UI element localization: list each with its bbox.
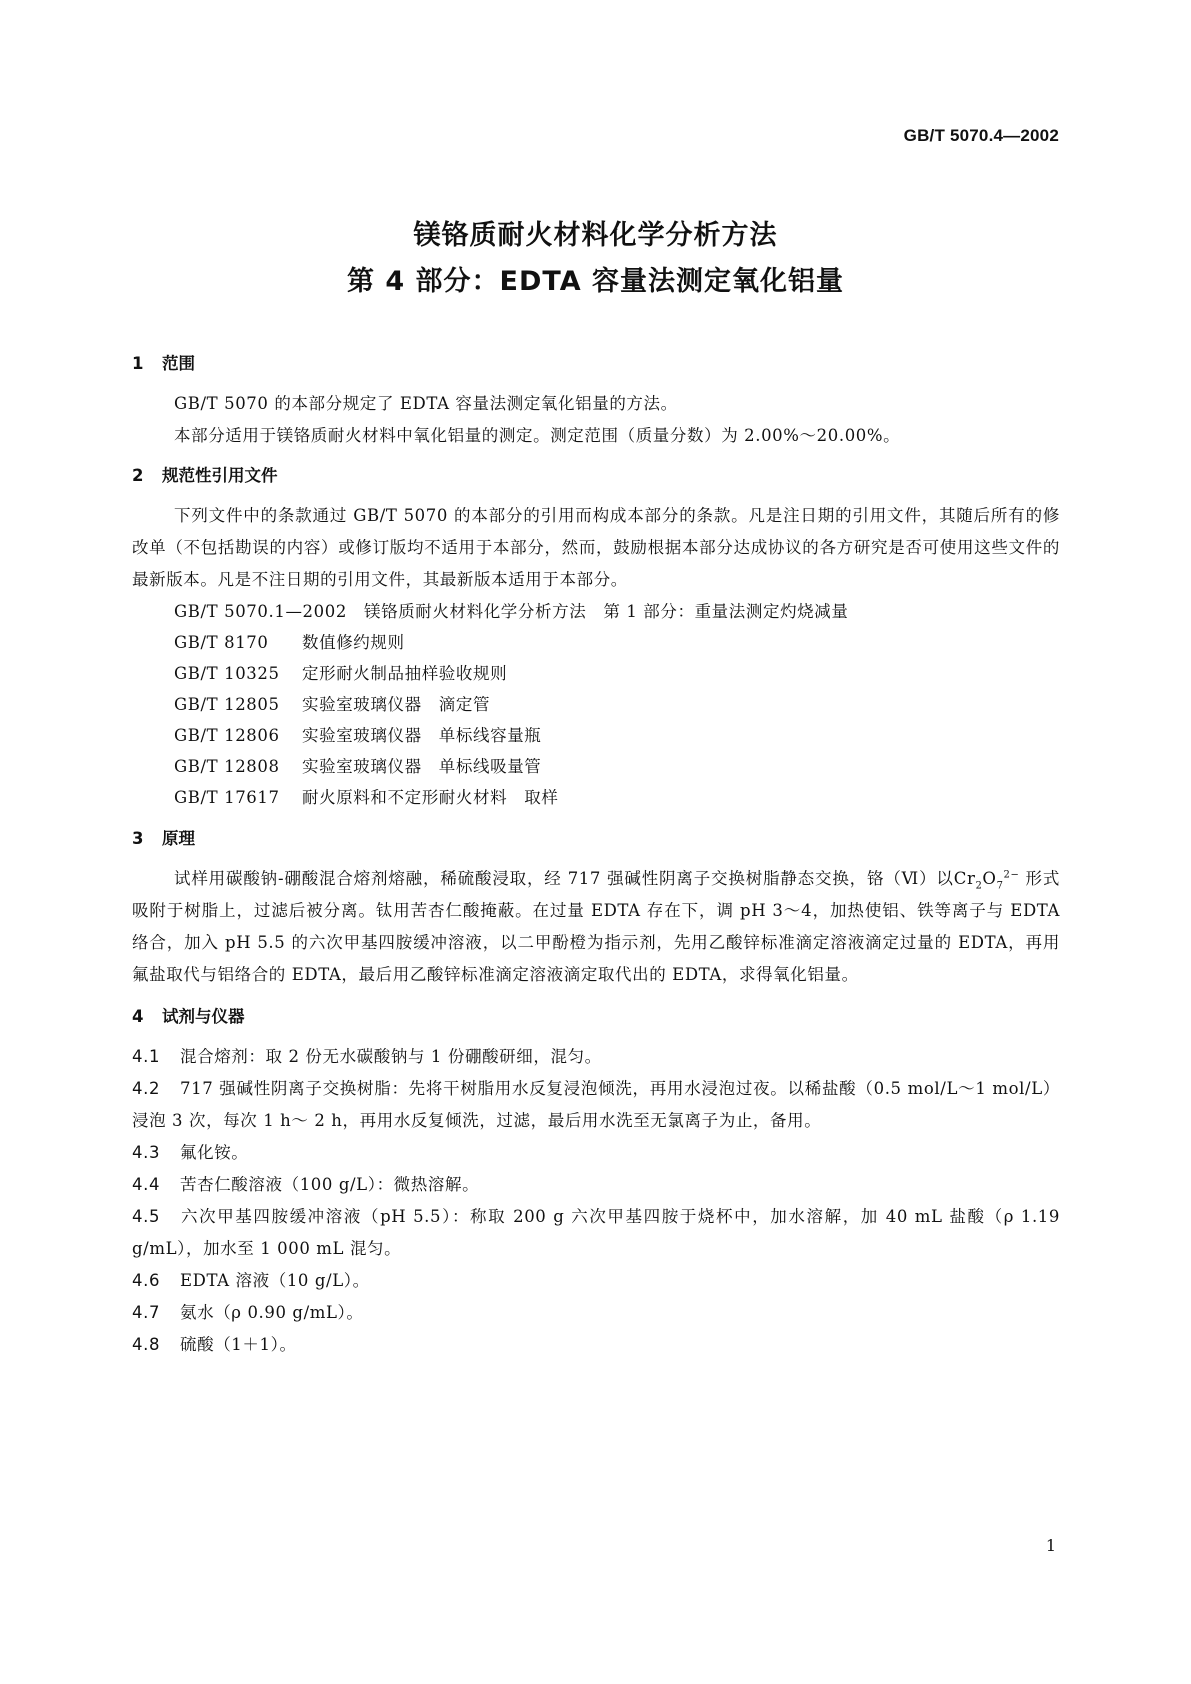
section-title: 试剂与仪器	[162, 1007, 245, 1026]
reagent-item: 4.3 氟化铵。	[132, 1143, 249, 1162]
reagent-item: 4.1 混合熔剂：取 2 份无水碳酸钠与 1 份硼酸研细，混匀。	[132, 1047, 602, 1066]
reference-title: 耐火原料和不定形耐火材料 取样	[302, 788, 559, 807]
reference-item	[174, 658, 1060, 689]
reference-code: GB/T 12806	[174, 726, 280, 745]
reference-item	[174, 720, 1060, 751]
reference-title: 镁铬质耐火材料化学分析方法 第 1 部分：重量法测定灼烧减量	[364, 602, 849, 621]
section-title: 原理	[162, 829, 195, 848]
reference-code: GB/T 17617	[174, 788, 280, 807]
reference-title: 实验室玻璃仪器 单标线吸量管	[302, 757, 542, 776]
section-number: 4	[132, 1007, 144, 1026]
reference-title: 实验室玻璃仪器 滴定管	[302, 695, 491, 714]
paragraph: 本部分适用于镁铬质耐火材料中氧化铝量的测定。测定范围（质量分数）为 2.00%～20.00%。	[174, 426, 901, 445]
document-title-line1: 镁铬质耐火材料化学分析方法	[413, 220, 778, 251]
section-2-heading	[132, 464, 1060, 488]
paragraph: 下列文件中的条款通过 GB/T 5070 的本部分的引用而构成本部分的条款。凡是注日期的引用文件，其随后所有的修改单（不包括勘误的内容）或修订版均不适用于本部分，然而，鼓励根据本部分达成协议的各方研究是否可使用这些文件的最新版本。凡是不注日期的引用文件，其最新版本适用于本部分。	[132, 506, 1060, 589]
reference-item	[174, 596, 1060, 627]
reference-item	[174, 627, 1060, 658]
dichromate-formula: $Cr_2O_7^{2-}$	[953, 869, 1020, 892]
reagent-item: 4.2 717 强碱性阴离子交换树脂：先将干树脂用水反复浸泡倾洗，再用水浸泡过夜。以稀盐酸（0.5 mol/L～1 mol/L）浸泡 3 次，每次 1 h～ 2 h，再用水反复倾洗，过滤，最后用水洗至无氯离子为止，备用。	[132, 1079, 1060, 1130]
reagent-list	[132, 1041, 1060, 1361]
reference-list	[132, 596, 1060, 813]
section-title: 范围	[162, 354, 195, 373]
reagent-item: 4.6 EDTA 溶液（10 g/L）。	[132, 1271, 370, 1290]
paragraph: GB/T 5070 的本部分规定了 EDTA 容量法测定氧化铝量的方法。	[174, 394, 678, 413]
reagent-item: 4.7 氨水（ρ 0.90 g/mL）。	[132, 1303, 364, 1322]
reference-title: 数值修约规则	[302, 633, 405, 652]
reference-code: GB/T 8170	[174, 633, 269, 652]
section-3-heading	[132, 827, 1060, 851]
section-title: 规范性引用文件	[162, 466, 278, 485]
page-number: 1	[1045, 1536, 1056, 1555]
section-1-heading	[132, 352, 1060, 376]
reference-item	[174, 782, 1060, 813]
reference-title: 实验室玻璃仪器 单标线容量瓶	[302, 726, 542, 745]
reagent-item: 4.4 苦杏仁酸溶液（100 g/L）：微热溶解。	[132, 1175, 480, 1194]
reference-code: GB/T 12808	[174, 757, 280, 776]
reference-code: GB/T 10325	[174, 664, 280, 683]
section-4-heading	[132, 1005, 1060, 1029]
reference-code: GB/T 5070.1—2002	[174, 602, 347, 621]
standard-number: GB/T 5070.4—2002	[903, 126, 1059, 145]
document-body	[132, 352, 1060, 1361]
reference-title: 定形耐火制品抽样验收规则	[302, 664, 508, 683]
section-number: 2	[132, 466, 144, 485]
document-title-line2: 第 4 部分：EDTA 容量法测定氧化铝量	[346, 266, 845, 297]
reference-item	[174, 751, 1060, 782]
reagent-item: 4.5 六次甲基四胺缓冲溶液（pH 5.5）：称取 200 g 六次甲基四胺于烧杯中，加水溶解，加 40 mL 盐酸（ρ 1.19 g/mL），加水至 1 000 mL 混匀。	[132, 1207, 1060, 1258]
reference-item	[174, 689, 1060, 720]
principle-paragraph: 试样用碳酸钠-硼酸混合熔剂熔融，稀硫酸浸取，经 717 强碱性阴离子交换树脂静态交换，铬（Ⅵ）以$Cr_2O_7^{2-}$ 形式吸附于树脂上，过滤后被分离。钛用苦杏仁酸掩蔽。在过量 EDTA 存在下，调 pH 3～4，加热使铝、铁等离子与 EDTA 络合，加入 pH 5.5 的六次甲基四胺缓冲溶液，以二甲酚橙为指示剂，先用乙酸锌标准滴定溶液滴定过量的 EDTA，再用氟盐取代与铝络合的 EDTA，最后用乙酸锌标准滴定溶液滴定取代出的 EDTA，求得氧化铝量。	[132, 869, 1060, 984]
reagent-item: 4.8 硫酸（1＋1）。	[132, 1335, 297, 1354]
section-number: 3	[132, 829, 144, 848]
section-number: 1	[132, 354, 144, 373]
reference-code: GB/T 12805	[174, 695, 280, 714]
